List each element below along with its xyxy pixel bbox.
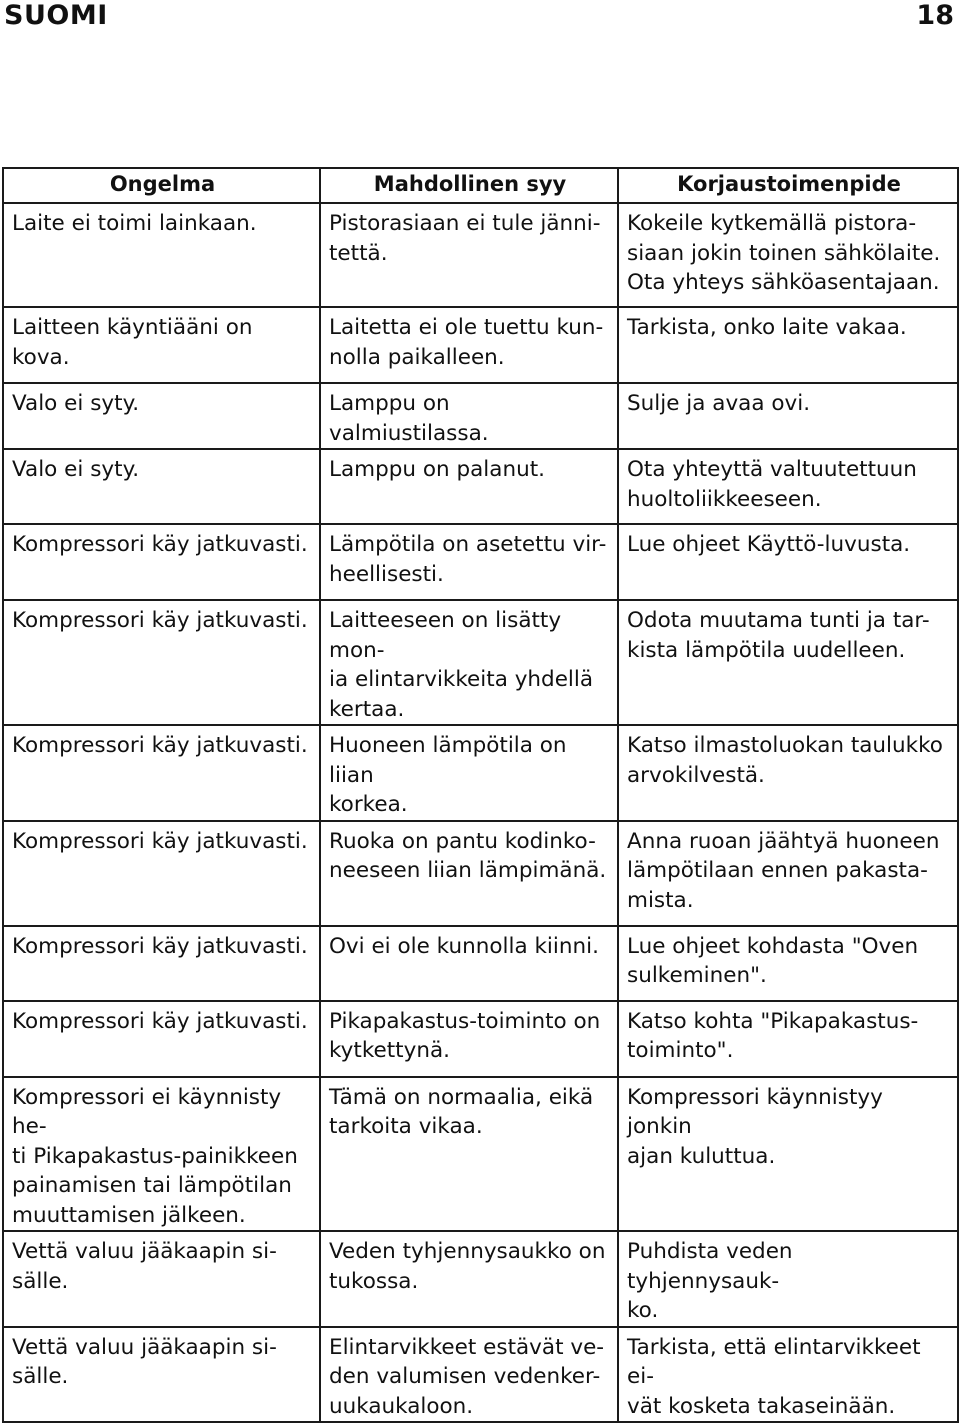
table-row <box>3 821 958 926</box>
table-row <box>3 383 958 449</box>
cell-remedy: Katso ilmastoluokan taulukko arvokilvestä. <box>618 725 958 821</box>
cell-problem: Kompressori käy jatkuvasti. <box>3 725 320 821</box>
cell-remedy: Sulje ja avaa ovi. <box>618 383 958 449</box>
cell-cause: Lamppu on valmiustilassa. <box>320 383 618 449</box>
cell-cause: Ruoka on pantu kodinko- neeseen liian lämpimänä. <box>320 821 618 926</box>
cell-problem: Laite ei toimi lainkaan. <box>3 203 320 307</box>
cell-cause: Laitetta ei ole tuettu kun- nolla paikalleen. <box>320 307 618 383</box>
column-header-remedy: Korjaustoimenpide <box>618 168 958 203</box>
cell-cause: Laitteeseen on lisätty mon- ia elintarvikkeita yhdellä kertaa. <box>320 600 618 725</box>
cell-remedy: Ota yhteyttä valtuutettuun huoltoliikkeeseen. <box>618 449 958 524</box>
cell-problem: Kompressori ei käynnisty he- ti Pikapakastus-painikkeen painamisen tai lämpötilan muuttamisen jälkeen. <box>3 1077 320 1232</box>
table-row <box>3 926 958 1001</box>
cell-remedy: Lue ohjeet Käyttö-luvusta. <box>618 524 958 600</box>
cell-cause: Tämä on normaalia, eikä tarkoita vikaa. <box>320 1077 618 1232</box>
table-row <box>3 1001 958 1077</box>
cell-cause: Veden tyhjennysaukko on tukossa. <box>320 1231 618 1327</box>
page-header <box>0 0 960 36</box>
cell-problem: Kompressori käy jatkuvasti. <box>3 1001 320 1077</box>
table-row <box>3 1231 958 1327</box>
cell-remedy: Kompressori käynnistyy jonkin ajan kuluttua. <box>618 1077 958 1232</box>
table-row <box>3 600 958 725</box>
page-number: 18 <box>916 0 954 31</box>
table-row <box>3 203 958 307</box>
column-header-cause: Mahdollinen syy <box>320 168 618 203</box>
table-row <box>3 449 958 524</box>
table-row <box>3 1077 958 1232</box>
table-row <box>3 725 958 821</box>
table-row <box>3 524 958 600</box>
cell-remedy: Kokeile kytkemällä pistora- siaan jokin toinen sähkölaite. Ota yhteys sähköasentajaan. <box>618 203 958 307</box>
cell-remedy: Puhdista veden tyhjennysauk- ko. <box>618 1231 958 1327</box>
cell-remedy: Tarkista, että elintarvikkeet ei- vät kosketa takaseinään. <box>618 1327 958 1423</box>
cell-cause: Huoneen lämpötila on liian korkea. <box>320 725 618 821</box>
cell-remedy: Odota muutama tunti ja tar- kista lämpötila uudelleen. <box>618 600 958 725</box>
cell-cause: Lämpötila on asetettu vir- heellisesti. <box>320 524 618 600</box>
cell-problem: Valo ei syty. <box>3 449 320 524</box>
cell-problem: Vettä valuu jääkaapin si- sälle. <box>3 1327 320 1423</box>
cell-problem: Kompressori käy jatkuvasti. <box>3 821 320 926</box>
cell-problem: Kompressori käy jatkuvasti. <box>3 600 320 725</box>
cell-problem: Kompressori käy jatkuvasti. <box>3 926 320 1001</box>
table-row <box>3 307 958 383</box>
table-header-row <box>3 168 958 203</box>
troubleshooting-table <box>2 167 959 1423</box>
cell-problem: Valo ei syty. <box>3 383 320 449</box>
cell-cause: Elintarvikkeet estävät ve- den valumisen vedenker- uukaukaloon. <box>320 1327 618 1423</box>
cell-cause: Ovi ei ole kunnolla kiinni. <box>320 926 618 1001</box>
page-title: SUOMI <box>4 0 108 31</box>
cell-cause: Pikapakastus-toiminto on kytkettynä. <box>320 1001 618 1077</box>
cell-problem: Laitteen käyntiääni on kova. <box>3 307 320 383</box>
cell-remedy: Anna ruoan jäähtyä huoneen lämpötilaan ennen pakasta- mista. <box>618 821 958 926</box>
cell-cause: Lamppu on palanut. <box>320 449 618 524</box>
cell-remedy: Tarkista, onko laite vakaa. <box>618 307 958 383</box>
cell-problem: Kompressori käy jatkuvasti. <box>3 524 320 600</box>
column-header-problem: Ongelma <box>3 168 320 203</box>
table-row <box>3 1327 958 1423</box>
cell-remedy: Katso kohta "Pikapakastus- toiminto". <box>618 1001 958 1077</box>
cell-cause: Pistorasiaan ei tule jänni- tettä. <box>320 203 618 307</box>
cell-remedy: Lue ohjeet kohdasta "Oven sulkeminen". <box>618 926 958 1001</box>
cell-problem: Vettä valuu jääkaapin si- sälle. <box>3 1231 320 1327</box>
